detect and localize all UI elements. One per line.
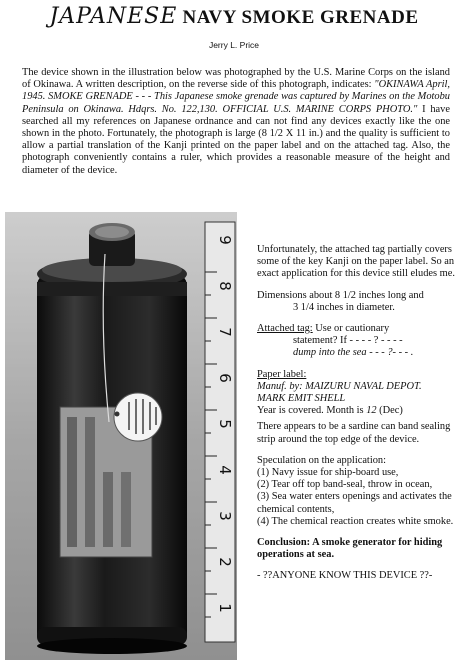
ruler-number: 2 [216,557,234,567]
notes-column [257,244,463,592]
grenade-photo [5,212,237,660]
ruler-number: 4 [216,465,234,475]
ruler-number: 6 [216,373,234,383]
dimensions: Dimensions about 8 1/2 inches long and 3 1/4 inches in diameter. [257,289,424,313]
grenade-photo-illustration [5,212,237,660]
intro-quote: "OKINAWA April, 1945. SMOKE GRENADE - - - This Japanese smoke grenade was captured by Marines on the Motobu Peninsula on Okinawa. Hdqrs. No. 122,130. OFFICIAL U.S. MARINE CORPS PHOTO." [22,79,451,115]
attached-tag [114,393,162,441]
author-byline: Jerry L. Price [208,40,260,50]
page-title [0,4,468,29]
speculation-list: Speculation on the application: (1) Navy issue for ship-board use, (2) Tear off top band-seal, throw in ocean, (3) Sea water enters openings and activates the chemical contents, (4) The chemical reaction creates white smoke. [257,454,454,527]
paper-label-heading: Paper label: [257,368,307,380]
intro-rest: I have searched all my references on Japanese ordnance and can not find any devices exactly like the one shown in the photo. Fortunately, the photograph is large (8 1/2 X 11 in.) and the quality is sufficient to allow a partial translation of the Kanji printed on the paper label and on the attached tag. Also, the photograph conveniently contains a ruler, which provides a reasonable measure of the height and diameter of the device. [22,103,450,176]
ruler-number: 3 [216,511,234,521]
paper-label-note: Paper label: Manuf. by: MAIZURU NAVAL DEPOT. MARK EMIT SHELL Year is covered. Month is 12 (Dec) [257,368,422,417]
question-line: - ??ANYONE KNOW THIS DEVICE ??- [257,570,433,582]
sardine-note: There appears to be a sardine can band sealing strip around the top edge of the device. [257,421,451,445]
ruler-number: 1 [216,603,234,613]
tag-note: Unfortunately, the attached tag partially covers some of the key Kanji on the paper label. So an exact application for this device still eludes me. [257,244,455,280]
ruler-number: 8 [216,281,234,291]
intro-paragraph [22,67,450,177]
top-cap [89,223,135,266]
ruler-number: 5 [216,419,234,429]
attached-tag-heading: Attached tag: [257,323,313,335]
attached-tag-note: Attached tag: Use or cautionary statement? If - - - - ? - - - - dump into the sea - - - ?- - - . [257,323,414,359]
title-script-word: JAPANESE [49,4,178,29]
ruler-number: 7 [216,327,234,337]
ruler-number: 9 [216,235,234,245]
intro-text: The device shown in the illustration below was photographed by the U.S. Marine Corps on the island of Okinawa. A written description, on the reverse side of this photograph, indicates: [22,67,450,91]
conclusion: Conclusion: A smoke generator for hiding operations at sea. [257,537,443,561]
title-rest: NAVY SMOKE GRENADE [182,7,419,28]
